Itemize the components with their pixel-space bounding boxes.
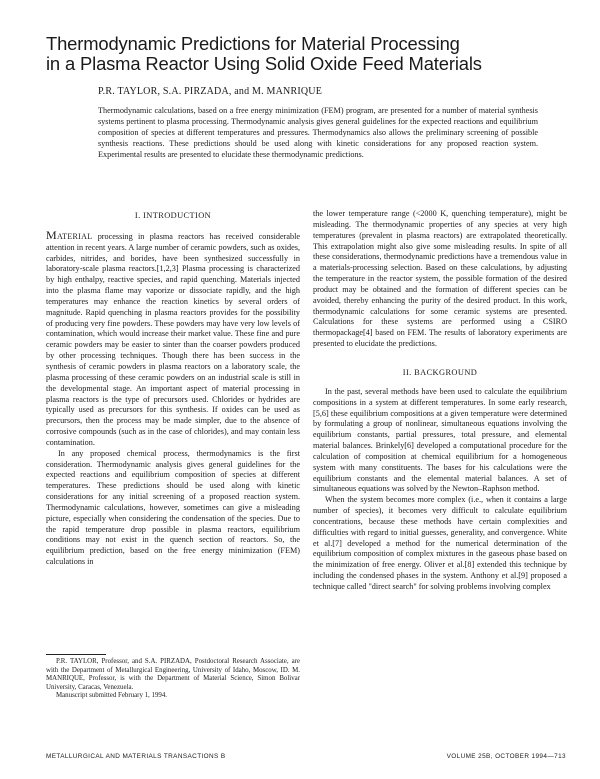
left-column: [46, 211, 300, 568]
journal-name-footer: METALLURGICAL AND MATERIALS TRANSACTIONS B: [46, 753, 226, 760]
abstract: Thermodynamic calculations, based on a free energy minimization (FEM) program, are presented for a number of material synthesis systems pertinent to plasma processing. Thermodynamic analysis gives general guidelines for the expected reactions and equilibrium composition of species at different temperatures and pressures. Thermodynamics also allows the preliminary screening of possible synthesis reactions. These predictions should be used along with kinetic considerations for any proposed reaction system. Experimental results are presented to elucidate these thermodynamic predictions.: [98, 106, 538, 159]
author-list: P.R. TAYLOR, S.A. PIRZADA, and M. MANRIQUE: [98, 86, 323, 97]
volume-page-footer: VOLUME 25B, OCTOBER 1994—713: [446, 753, 566, 760]
footnote-affiliations: P.R. TAYLOR, Professor, and S.A. PIRZADA, Postdoctoral Research Associate, are with the Department of Metallurgical Engineering, University of Idaho, Moscow, ID. M. MANRIQUE, Professor, is with the Department of Material Science, Simon Bolivar University, Caracas, Venezuela.: [46, 658, 300, 691]
author-footnote: [46, 658, 300, 701]
background-paragraph-2: When the system becomes more complex (i.e., when it contains a large number of species), it becomes very difficult to calculate equilibrium concentrations, because these methods have certain complexities and difficulties with regard to initial guesses, generality, and convergence. White et al.[7] developed a method for the numerical determination of the equilibrium composition of complex mixtures in the gaseous phase based on the minimization of free energy. Oliver et al.[8] extended this technique by including the condensed phases in the system. Anthony et al.[9] proposed a technique called "direct search" for solving problems involving complex: [313, 495, 567, 591]
title-line-1: Thermodynamic Predictions for Material Processing: [46, 33, 460, 54]
title-line-2: in a Plasma Reactor Using Solid Oxide Feed Materials: [46, 53, 482, 74]
section-heading-background: II. BACKGROUND: [402, 367, 478, 377]
intro-paragraph-1-text: processing in plasma reactors has received considerable attention in recent years. A large number of ceramic powders, such as oxides, carbides, nitrides, and borides, have been synthesized successfully in laboratory-scale plasma reactors.[1,2,3] Plasma processing is characterized by high enthalpy, reactive species, and rapid quenching. Materials injected into the plasma flame may vaporize or dissociate rapidly, and the high temperatures may enhance the reaction kinetics by several orders of magnitude. Rapid quenching in plasma reactors provides for the possibility of producing very fine powders. These powders may have very low levels of contamination, which would increase their market value. These fine and pure ceramic powders may be easier to sinter than the coarser powders produced by other processing techniques. Though there has been success in the synthesis of ceramic powders in plasma reactors on a laboratory scale, the plasma processing of these ceramic powders on an industrial scale is still in the developmental stage. An important aspect of material processing in plasma reactors is the type of precursors used. Chlorides or hydrides are typically used as precursors for this synthesis. If oxides can be used as precursors, then the process may be made simpler, due to the absence of corrosive compounds (such as in the case of chlorides), and may contain less contamination.: [46, 231, 300, 447]
footnote-divider: [46, 654, 106, 655]
paper-title: [46, 34, 566, 74]
background-paragraph-1: In the past, several methods have been used to calculate the equilibrium compositions in a system at different temperatures. In some early research,[5,6] these equilibrium compositions at a given temperature were determined by formulating a group of nonlinear, simultaneous equations involving the equilibrium constants, partial pressures, total pressure, and elemental material balances. Brinkely[6] developed a computational procedure for the calculation of composition at chemical equilibrium for a homogeneous system with many constituents. The bases for his calculations were the equilibrium constants and the elemental material balances. A set of simultaneous equations was solved by the Newton–Raphson method.: [313, 386, 567, 494]
right-column: [313, 209, 567, 593]
section-heading-introduction: I. INTRODUCTION: [134, 211, 212, 220]
intro-dropcap-word: Material: [46, 227, 93, 242]
intro-paragraph-2: In any proposed chemical process, thermodynamics is the first consideration. Thermodynamic analysis gives general guidelines for the expected reactions and equilibrium composition of species at different temperatures. These predictions should be used along with kinetic considerations for any initial screening of a proposed reaction system. Thermodynamic calculations, however, sometimes can give a misleading picture, especially when considering the condensation of the species. Due to the rapid temperature drop possible in plasma reactors, equilibrium conditions may not exist in the quench section of reactors. So, the equilibrium prediction, based on the free energy minimization (FEM) calculations in: [46, 448, 300, 567]
footnote-manuscript-date: Manuscript submitted February 1, 1994.: [56, 692, 168, 700]
intro-paragraph-3: the lower temperature range (<2000 K, quenching temperature), might be misleading. The thermodynamic properties of any species at very high temperatures (prevalent in plasma reactors) are extrapolated theoretically. This extrapolation might also give some misleading results. In spite of all these considerations, thermodynamic predictions have a tremendous value in a materials-processing selection. Based on these calculations, by adjusting the temperature in the reactor system, the possible formation of the desired product may be obtained and the formation of different species can be avoided, thereby enhancing the purity of the desired product. In this work, thermodynamic calculations for some ceramic systems are presented. Calculations for these systems are performed using a CSIRO thermopackage[4] based on FEM. The results of laboratory experiments are presented to elucidate the predictions.: [313, 209, 567, 349]
intro-paragraph-1: [46, 227, 300, 449]
